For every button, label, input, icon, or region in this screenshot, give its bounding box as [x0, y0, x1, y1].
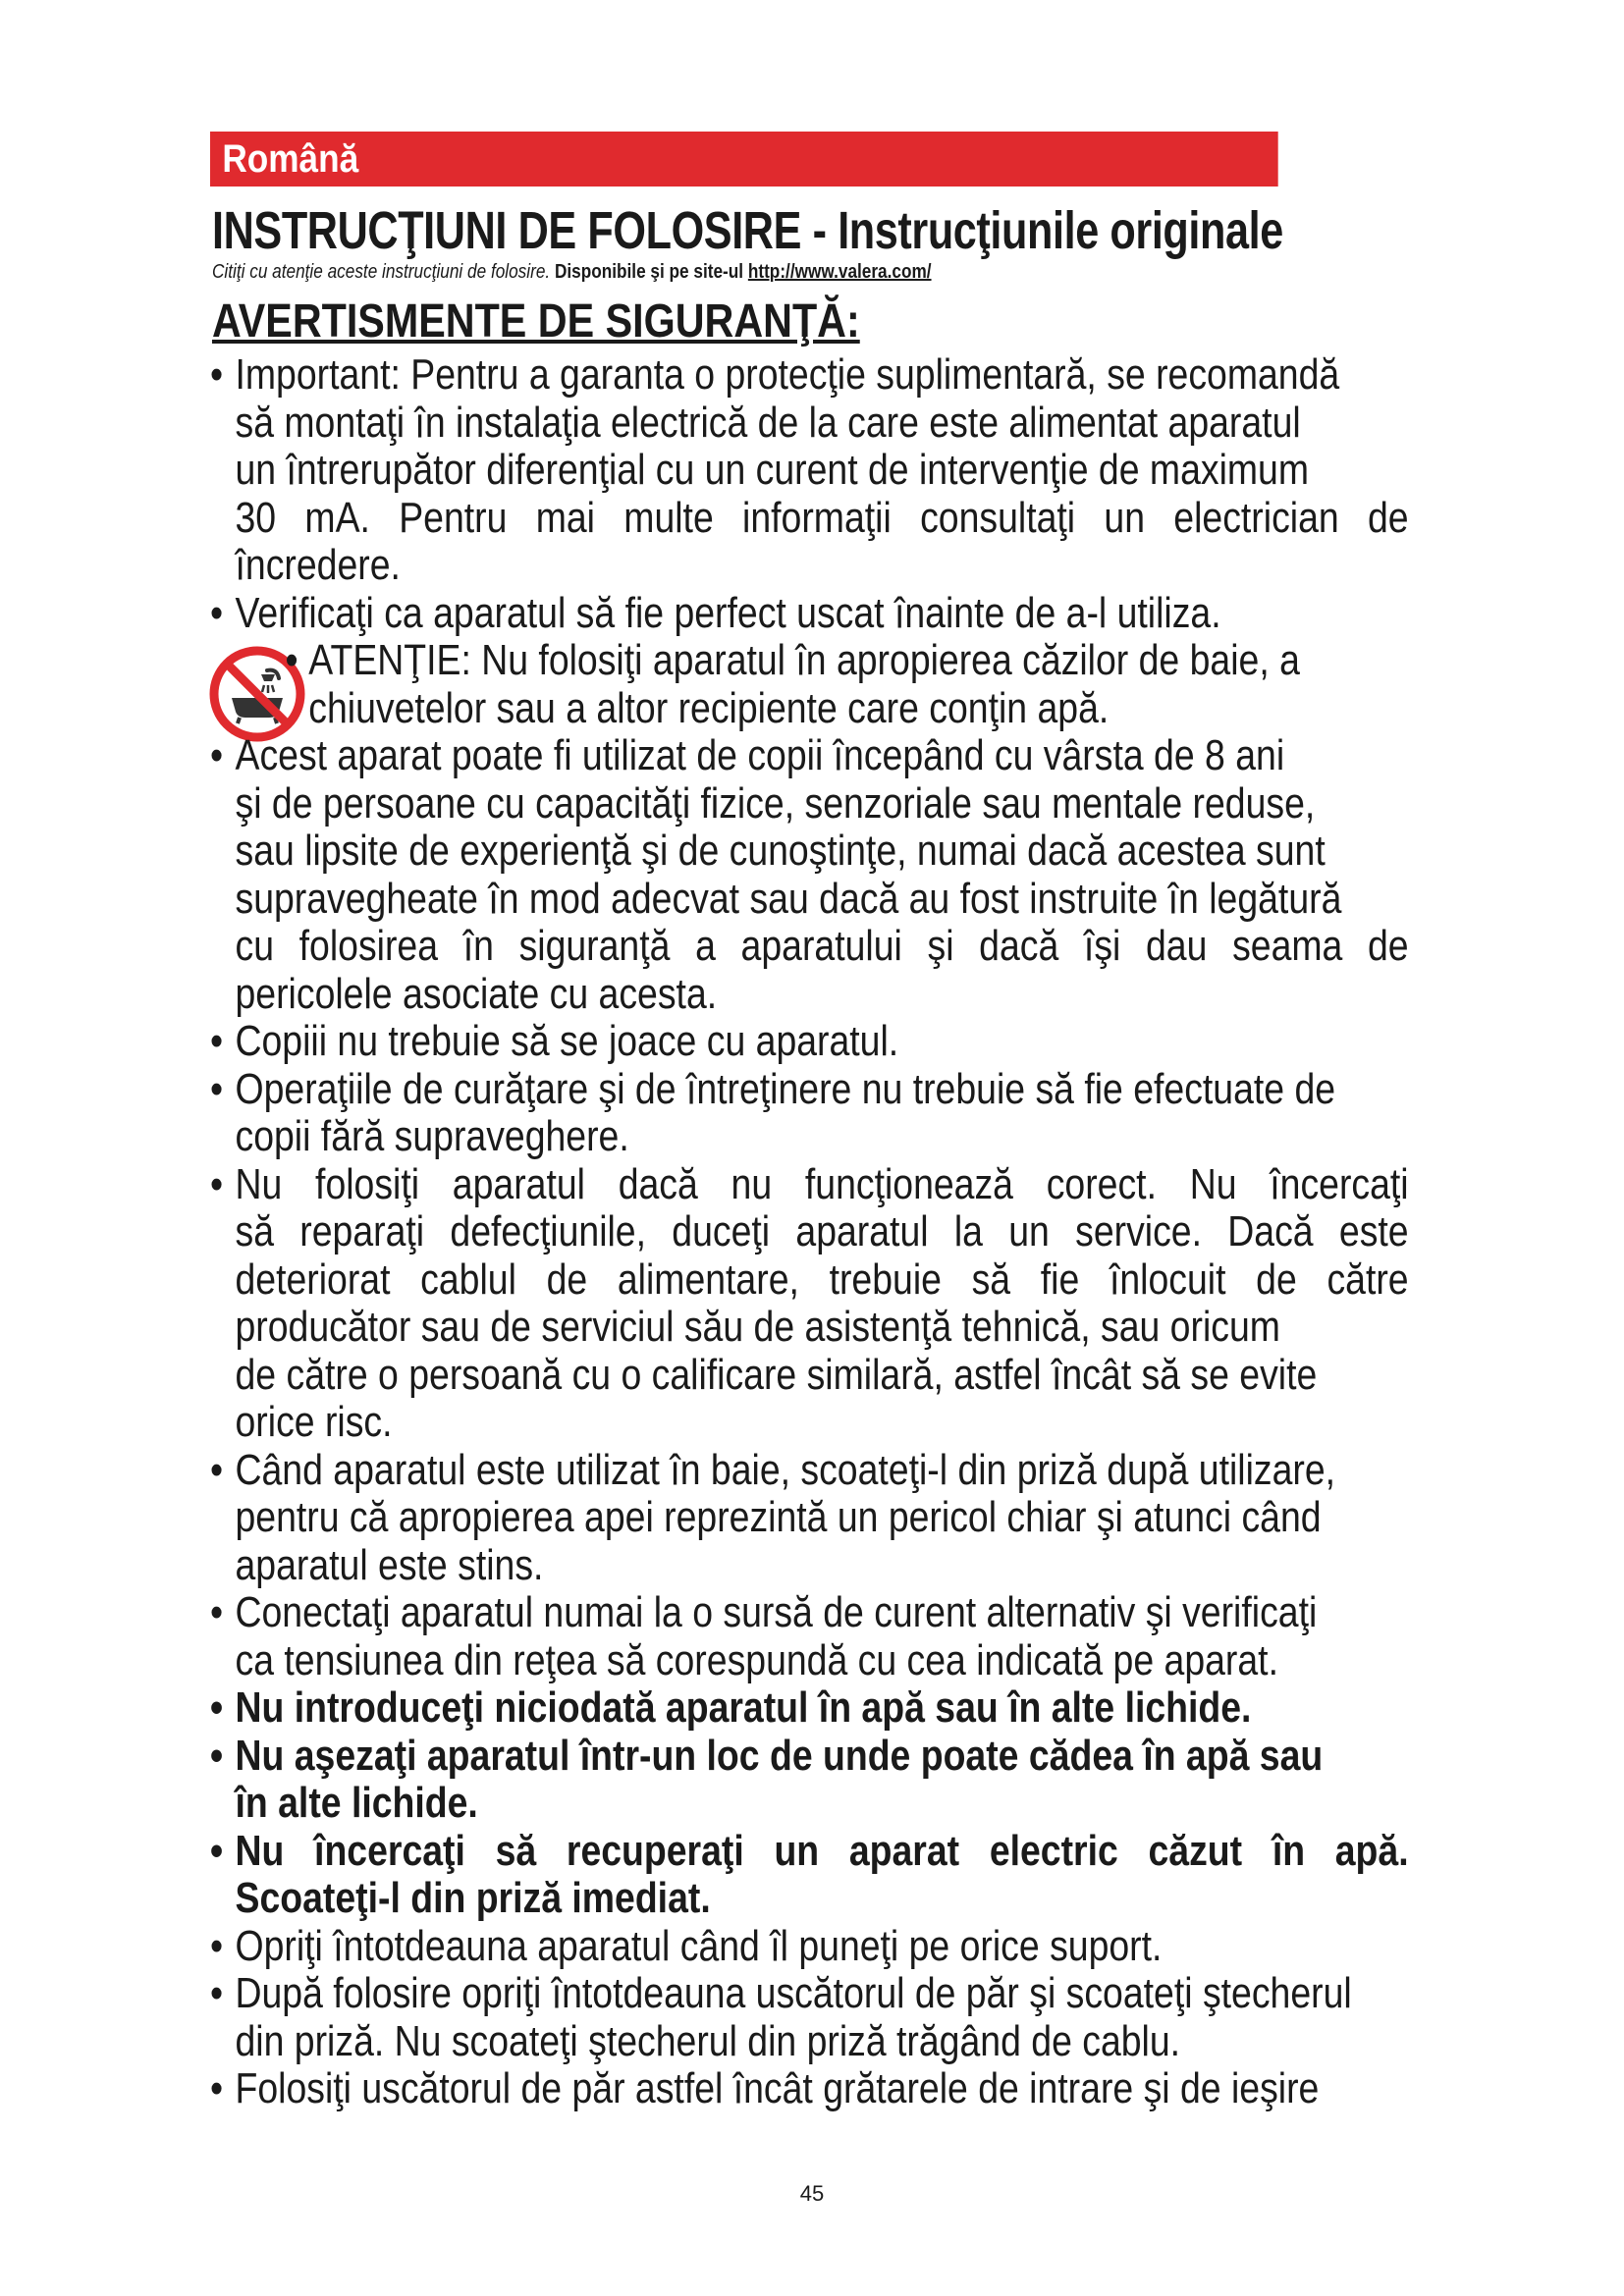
bullet: • — [210, 1683, 224, 1732]
bullet: • — [210, 731, 224, 779]
list-item — [210, 2065, 1409, 2113]
item-line: Operaţiile de curăţare şi de întreţinere nu trebuie să fie efectuate de — [235, 1064, 1336, 1113]
bullet: • — [210, 1017, 224, 1065]
item-line: de către o persoană cu o calificare similară, astfel încât să se evite — [235, 1350, 1318, 1399]
subtitle-instruction: Citiţi cu atenţie aceste instrucţiuni de folosire. — [212, 261, 551, 283]
language-label: Română — [222, 137, 359, 181]
language-banner — [210, 132, 1278, 187]
list-item — [210, 1970, 1409, 2065]
item-line: chiuvetelor sau a altor recipiente care conţin apă. — [308, 683, 1110, 732]
item-line: încredere. — [235, 541, 401, 589]
item-line: şi de persoane cu capacităţi fizice, senzoriale sau mentale reduse, — [235, 778, 1316, 828]
list-item — [210, 1066, 1409, 1161]
item-line: Copiii nu trebuie să se joace cu aparatul. — [235, 1017, 899, 1065]
item-line: Verificaţi ca aparatul să fie perfect uscat înainte de a-l utiliza. — [235, 588, 1221, 637]
list-item — [210, 1161, 1409, 1447]
bullet: • — [285, 636, 298, 684]
item-line: Nu încercaţi să recuperaţi un aparat electric căzut în apă. — [235, 1826, 1409, 1875]
list-item — [210, 732, 1409, 1018]
item-line: Important: Pentru a garanta o protecţie suplimentară, se recomandă — [235, 351, 1340, 399]
item-line: ca tensiunea din reţea să corespundă cu cea indicată pe aparat. — [235, 1635, 1278, 1684]
item-line: pericolele asociate cu acesta. — [235, 969, 718, 1018]
item-line: un întrerupător diferenţial cu un curent de intervenţie de maximum — [235, 446, 1309, 494]
bullet: • — [210, 588, 224, 637]
list-item — [210, 1589, 1409, 1684]
item-line: să reparaţi defecţiunile, duceţi aparatul la un service. Dacă este — [235, 1207, 1409, 1255]
bullet: • — [210, 2064, 224, 2112]
bullet: • — [210, 351, 224, 399]
item-line: deteriorat cablul de alimentare, trebuie să fie înlocuit de către — [235, 1255, 1409, 1304]
bullet: • — [210, 1969, 224, 2017]
list-item — [210, 1447, 1409, 1590]
safety-warnings-list — [210, 351, 1409, 2113]
item-line: ATENŢIE: Nu folosiţi aparatul în apropierea căzilor de baie, a — [308, 636, 1300, 684]
list-item — [210, 1018, 1409, 1066]
list-item — [210, 351, 1409, 590]
item-line: Nu introduceţi niciodată aparatul în apă sau în alte lichide. — [235, 1683, 1252, 1732]
item-line: producător sau de serviciul său de asistenţă tehnică, sau oricum — [235, 1303, 1280, 1351]
item-line: Opriţi întotdeauna aparatul când îl puneţi pe orice suport. — [235, 1921, 1163, 1970]
bullet: • — [210, 1826, 224, 1875]
item-line: aparatul este stins. — [235, 1540, 544, 1589]
bullet: • — [210, 1921, 224, 1970]
subtitle-availability: Disponibile şi pe site-ul — [554, 261, 744, 283]
item-line: din priză. Nu scoateţi ştecherul din priză trăgând de cablu. — [235, 2016, 1181, 2065]
item-line: Folosiţi uscătorul de păr astfel încât grătarele de intrare şi de ieşire — [235, 2064, 1320, 2112]
item-line: în alte lichide. — [235, 1779, 478, 1827]
item-line: Când aparatul este utilizat în baie, scoateţi-l din priză după utilizare, — [235, 1445, 1336, 1494]
item-line: 30 mA. Pentru mai multe informaţii consultaţi un electrician de — [235, 493, 1409, 542]
item-line: Nu folosiţi aparatul dacă nu funcţionează corect. Nu încercaţi — [235, 1159, 1409, 1208]
item-line: sau lipsite de experienţă şi de cunoştinţe, numai dacă acestea sunt — [235, 827, 1326, 875]
item-line: să montaţi în instalaţia electrică de la care este alimentat aparatul — [235, 398, 1301, 447]
list-item-notice — [210, 637, 1409, 732]
item-line: După folosire opriţi întotdeauna uscătorul de păr şi scoateţi ştecherul — [235, 1969, 1352, 2017]
list-item-bold — [210, 1828, 1409, 1923]
item-line: copii fără supraveghere. — [235, 1112, 629, 1160]
page-number: 45 — [799, 2181, 825, 2206]
website-link[interactable]: http://www.valera.com/ — [747, 261, 932, 283]
list-item — [210, 590, 1409, 638]
item-line: Nu aşezaţi aparatul într-un loc de unde poate cădea în apă sau — [235, 1731, 1324, 1780]
item-line: Scoateţi-l din priză imediat. — [235, 1874, 711, 1922]
item-line: Conectaţi aparatul numai la o sursă de curent alternativ şi verificaţi — [235, 1588, 1318, 1636]
list-item — [210, 1923, 1409, 1971]
bullet: • — [210, 1159, 224, 1208]
item-line: pentru că apropierea apei reprezintă un pericol chiar şi atunci când — [235, 1493, 1322, 1541]
item-line: cu folosirea în siguranţă a aparatului şi dacă îşi dau seama de — [235, 922, 1409, 970]
section-title: AVERTISMENTE DE SIGURANŢĂ: — [212, 295, 860, 347]
bullet: • — [210, 1731, 224, 1780]
bullet: • — [210, 1588, 224, 1636]
subtitle — [212, 261, 932, 284]
bullet: • — [210, 1064, 224, 1113]
item-line: Acest aparat poate fi utilizat de copii începând cu vârsta de 8 ani — [235, 731, 1285, 779]
bullet: • — [210, 1445, 224, 1494]
list-item-bold — [210, 1684, 1409, 1733]
list-item-bold — [210, 1733, 1409, 1828]
item-line: orice risc. — [235, 1398, 393, 1446]
item-line: supravegheate în mod adecvat sau dacă au fost instruite în legătură — [235, 874, 1342, 923]
page-title: INSTRUCŢIUNI DE FOLOSIRE - Instrucţiunile originale — [212, 201, 1283, 260]
